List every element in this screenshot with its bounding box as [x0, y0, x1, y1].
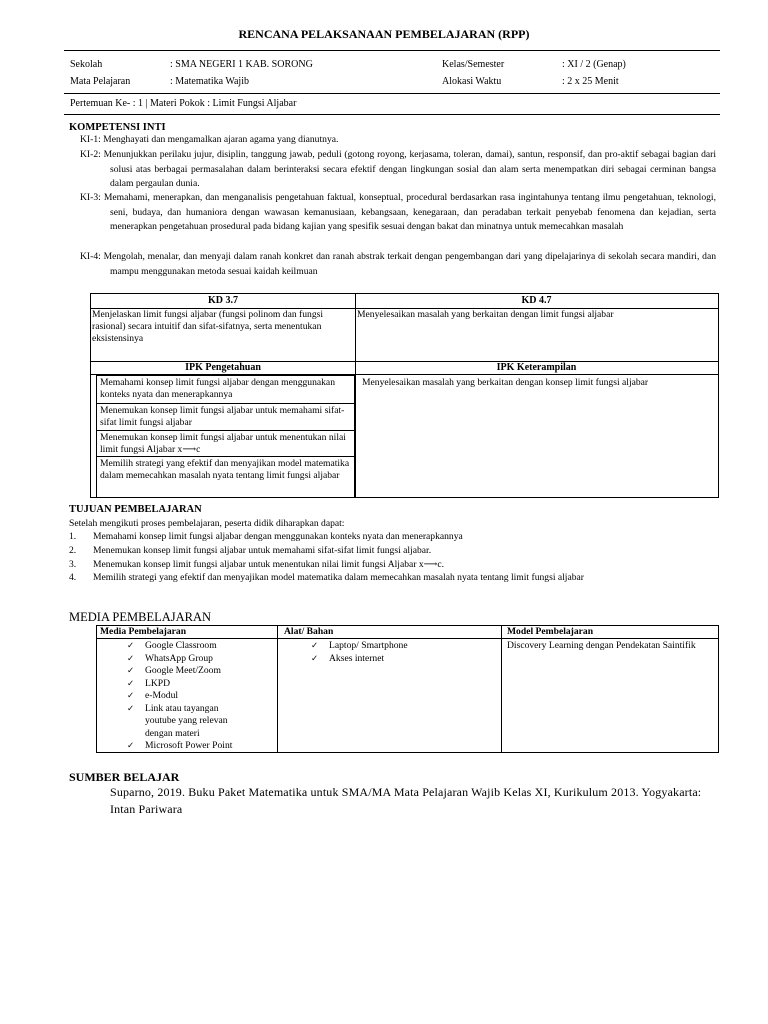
list-item: [69, 530, 719, 544]
list-item: [69, 558, 719, 572]
sumber-text: Suparno, 2019. Buku Paket Matematika untuk SMA/MA Mata Pelajaran Wajib Kelas XI, Kurikulum 2013. Yogyakarta: Intan Pariwara: [110, 785, 702, 816]
ipk-pengetahuan-item: Memilih strategi yang efektif dan menyajikan model matematika dalam memecahkan masalah nyata tentang limit fungsi aljabar: [96, 456, 355, 498]
ipk-keterampilan-text: Menyelesaikan masalah yang berkaitan dengan konsep limit fungsi aljabar: [362, 377, 649, 388]
list-item: [69, 544, 719, 558]
model-pembelajaran-text: Discovery Learning dengan Pendekatan Saintifik: [507, 640, 696, 651]
media-list: [123, 640, 273, 753]
ipk-pengetahuan-item: Memahami konsep limit fungsi aljabar dengan menggunakan konteks nyata dan menerapkannya: [96, 375, 355, 404]
check-icon: ✓: [311, 653, 319, 664]
ki-4-text: KI-4: Mengolah, menalar, dan menyaji dalam ranah konkret dan ranah abstrak terkait dengan pengembangan dari yang dipelajarinya di sekolah secara mandiri, dan mampu menggunakan metoda sesuai kaidah keilmuan: [80, 251, 716, 277]
ki-1: [80, 133, 720, 148]
kd-table-divider: [355, 294, 356, 497]
alokasi-label: Alokasi Waktu: [442, 76, 502, 87]
alat-item-label: Laptop/ Smartphone: [329, 640, 408, 651]
kd47-heading: KD 4.7: [521, 295, 552, 306]
list-number: 1.: [69, 531, 77, 542]
media-item: [123, 740, 273, 753]
media-col1-heading: Media Pembelajaran: [100, 626, 187, 637]
ki-4: [80, 250, 716, 279]
media-col3-heading: Model Pembelajaran: [507, 626, 594, 637]
alokasi-value: : 2 x 25 Menit: [562, 76, 619, 87]
ki-3: [80, 191, 716, 235]
ki-1-text: KI-1: Menghayati dan mengamalkan ajaran agama yang dianutnya.: [80, 134, 339, 145]
alat-item: [307, 653, 497, 666]
list-number: 2.: [69, 544, 77, 556]
kd37-heading: KD 3.7: [208, 295, 238, 306]
check-icon: ✓: [311, 641, 319, 651]
check-icon: ✓: [127, 653, 135, 664]
mapel-value: : Matematika Wajib: [170, 76, 249, 87]
ki-3-text: KI-3: Memahami, menerapkan, dan menganalisis pengetahuan faktual, konseptual, procedural berdasarkan rasa ingintahunya tentang ilmu pengetahuan, teknologi, seni, budaya, dan humaniora dengan wawasan kemanusiaan, kebangsaan, kenegaraan, dan peradaban terkait penyebab fenomena dan kejadian, serta menerapkan pengetahuan prosedural pada bidang kajian yang spesifik sesuai dengan bakat dan minatnya untuk memecahkan masalah: [80, 192, 716, 233]
media-col-divider-2: [501, 626, 502, 752]
check-icon: ✓: [127, 691, 135, 701]
kd37-text: Menjelaskan limit fungsi aljabar (fungsi polinom dan fungsi rasional) secara intuitif dan sifat-sifatnya, serta menentukan eksistensinya: [92, 309, 324, 344]
kelas-value: : XI / 2 (Genap): [562, 59, 626, 70]
list-item: [69, 571, 719, 585]
ipk-keterampilan-heading: IPK Keterampilan: [496, 362, 577, 373]
pertemuan-info: Pertemuan Ke- : 1 | Materi Pokok : Limit Fungsi Aljabar: [70, 98, 297, 109]
kelas-label: Kelas/Semester: [442, 59, 505, 70]
tujuan-list: [69, 530, 719, 585]
list-text: Memilih strategi yang efektif dan menyajikan model matematika dalam memecahkan masalah nyata tentang limit fungsi aljabar: [93, 572, 584, 584]
check-icon: ✓: [127, 678, 135, 689]
tujuan-intro: Setelah mengikuti proses pembelajaran, peserta didik diharapkan dapat:: [69, 518, 345, 529]
media-item-label: Microsoft Power Point: [145, 740, 233, 751]
media-item-label: Google Classroom: [145, 640, 217, 651]
media-heading-text: MEDIA PEMBELAJARAN: [69, 610, 212, 624]
media-col2-heading: Alat/ Bahan: [284, 626, 334, 637]
media-item: [123, 703, 251, 741]
sekolah-label: Sekolah: [70, 59, 103, 70]
ki-2-text: KI-2: Menunjukkan perilaku jujur, disiplin, tanggung jawab, peduli (gotong royong, kerjasama, toleran, damai), santun, responsif, dan pro-aktif sebagai bagian dari solusi atas berbagai permasalahan dalam berinteraksi secara efektif dengan lingkungan sosial dan alam serta menempatkan diri sebagai cerminan bangsa dalam pergaulan dunia.: [80, 149, 716, 190]
media-item: [123, 653, 273, 666]
media-item: [123, 690, 273, 703]
list-text: Memahami konsep limit fungsi aljabar dengan menggunakan konteks nyata dan menerapkannya: [93, 531, 463, 542]
media-item: [123, 678, 273, 691]
header-rule-bottom: [64, 114, 720, 115]
check-icon: ✓: [127, 741, 135, 751]
alat-item-label: Akses internet: [329, 652, 385, 664]
alat-list: [307, 640, 497, 665]
sekolah-value: : SMA NEGERI 1 KAB. SORONG: [170, 59, 313, 70]
alat-item: [307, 640, 497, 653]
media-item-label: Google Meet/Zoom: [145, 665, 221, 676]
header-rule-middle: [64, 93, 720, 94]
ki-2: [80, 148, 716, 192]
sumber-heading: SUMBER BELAJAR: [69, 770, 180, 784]
kompetensi-heading: KOMPETENSI INTI: [69, 122, 166, 133]
tujuan-heading: TUJUAN PEMBELAJARAN: [69, 504, 202, 515]
list-text: Menemukan konsep limit fungsi aljabar untuk memahami sifat-sifat limit fungsi aljabar.: [93, 544, 432, 556]
media-heading: [69, 610, 211, 625]
list-text: Menemukan konsep limit fungsi aljabar untuk menentukan nilai limit fungsi Aljabar x⟶c.: [93, 558, 445, 570]
check-icon: ✓: [127, 666, 135, 676]
media-item-label: e-Modul: [145, 690, 179, 701]
media-item: [123, 640, 273, 653]
ipk-pengetahuan-heading: IPK Pengetahuan: [185, 362, 261, 373]
check-icon: ✓: [127, 641, 135, 651]
media-item-label: Link atau tayangan youtube yang relevan dengan materi: [145, 702, 228, 739]
list-number: 3.: [69, 558, 77, 570]
ipk-pengetahuan-item: Menemukan konsep limit fungsi aljabar untuk memahami sifat-sifat limit fungsi aljabar: [96, 403, 355, 431]
mapel-label: Mata Pelajaran: [70, 76, 131, 87]
media-item-label: LKPD: [145, 677, 171, 689]
media-table: [96, 625, 719, 753]
media-item: [123, 665, 273, 678]
media-item-label: WhatsApp Group: [145, 652, 213, 664]
media-col-divider-1: [277, 626, 278, 752]
header-rule-top: [64, 50, 720, 51]
list-number: 4.: [69, 572, 77, 584]
ipk-pengetahuan-item: Menemukan konsep limit fungsi aljabar untuk menentukan nilai limit fungsi Aljabar x⟶c: [96, 430, 355, 457]
kd47-text: Menyelesaikan masalah yang berkaitan dengan limit fungsi aljabar: [357, 309, 614, 320]
media-head-line: [97, 638, 718, 639]
check-icon: ✓: [127, 703, 135, 714]
document-title: RENCANA PELAKSANAAN PEMBELAJARAN (RPP): [238, 27, 530, 41]
